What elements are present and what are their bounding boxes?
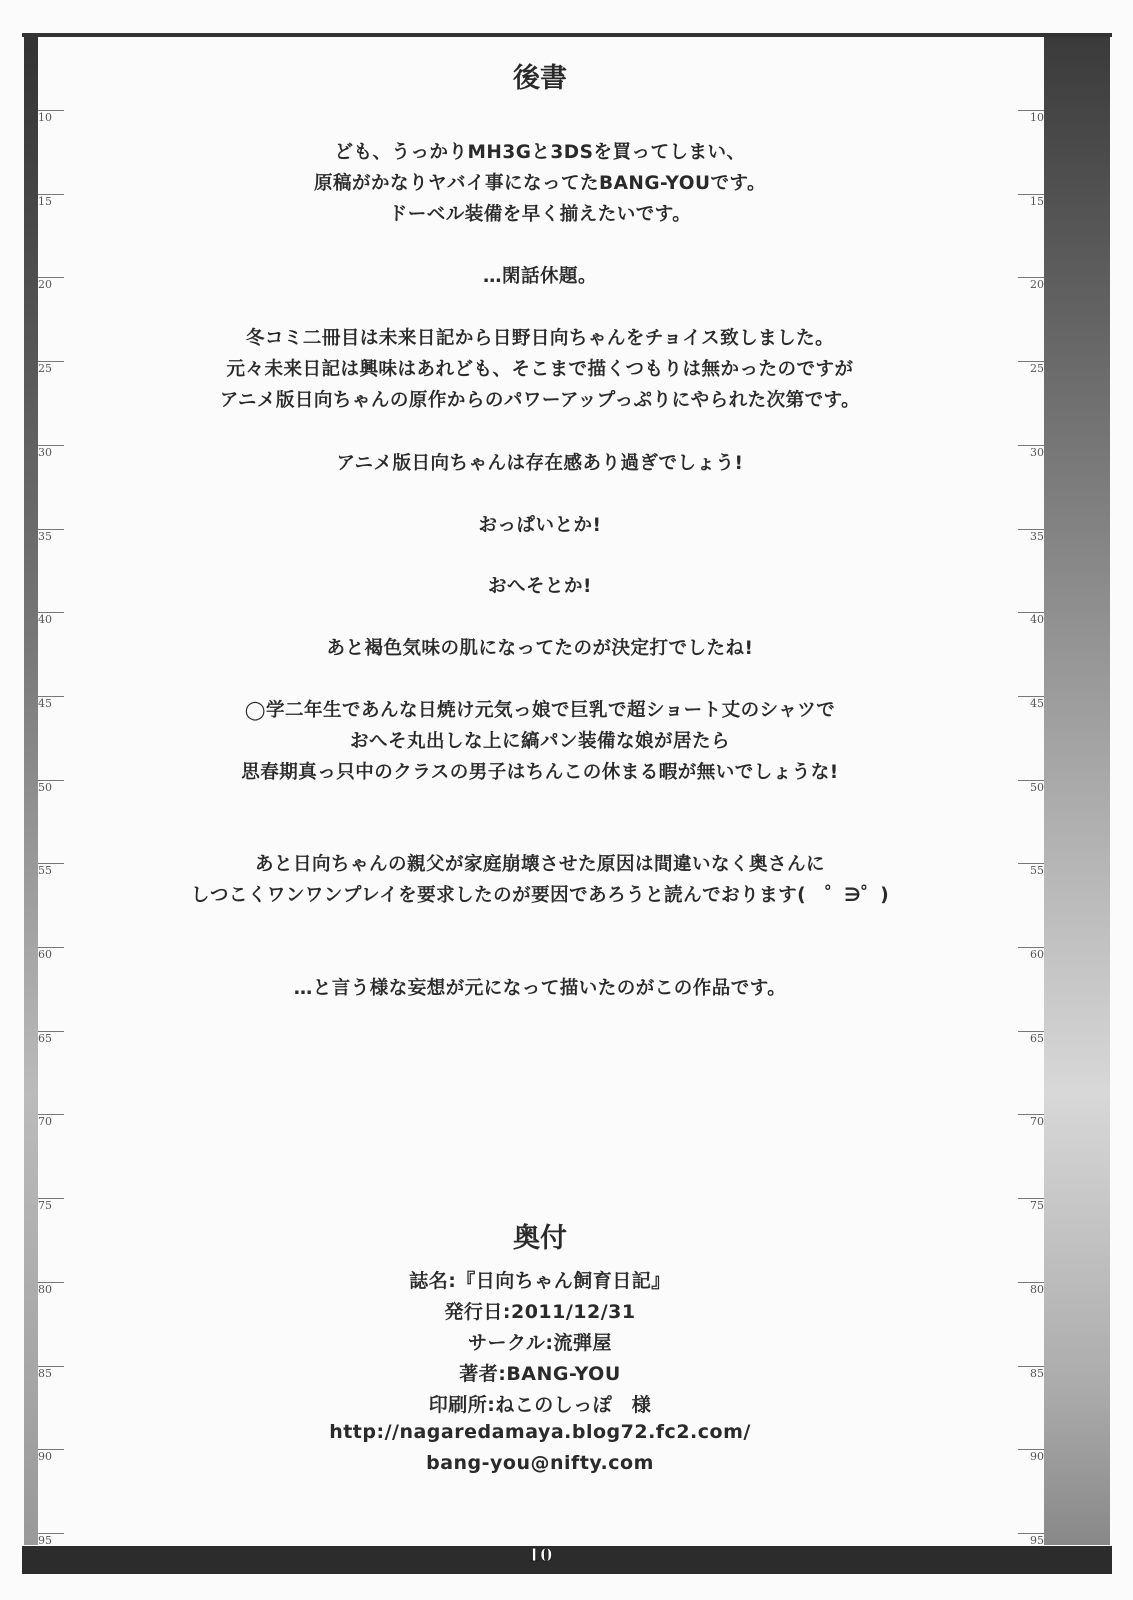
ruler-mark: 35 — [1018, 529, 1044, 543]
afterword-line: 元々未来日記は興味はあれども、そこまで描くつもりは無かったのですが — [226, 359, 854, 380]
colophon-link[interactable]: bang-you@nifty.com — [426, 1452, 654, 1474]
afterword-line: しつこくワンワンプレイを要求したのが要因であろうと読んでおります( ゜∋゜) — [190, 885, 890, 906]
afterword-line: …閑話休題。 — [482, 266, 597, 287]
ruler-mark: 15 — [38, 194, 64, 208]
ruler-mark: 85 — [38, 1366, 64, 1380]
colophon-line: 著者:BANG-YOU — [459, 1363, 621, 1385]
afterword-line: ども、うっかりMH3Gと3DSを買ってしまい、 — [334, 142, 746, 163]
ruler-mark: 20 — [1018, 277, 1044, 291]
colophon-title: 奥付 — [513, 1223, 567, 1254]
afterword-line: ドーベル装備を早く揃えたいです。 — [388, 204, 692, 225]
afterword-line: 冬コミ二冊目は未来日記から日野日向ちゃんをチョイス致しました。 — [245, 328, 835, 349]
ruler-mark: 30 — [1018, 445, 1044, 459]
ruler-mark: 50 — [38, 780, 64, 794]
ruler-mark: 45 — [38, 696, 64, 710]
afterword-line: おっぱいとか! — [478, 515, 602, 536]
ruler-mark: 50 — [1018, 780, 1044, 794]
top-border — [22, 33, 1112, 37]
ruler-mark: 75 — [38, 1198, 64, 1212]
afterword-line: おへそ丸出しな上に縞パン装備な娘が居たら — [349, 731, 730, 752]
ruler-mark: 60 — [1018, 947, 1044, 961]
page-number: 10 — [527, 1545, 553, 1566]
colophon-line: 誌名:『日向ちゃん飼育日記』 — [409, 1270, 671, 1292]
ruler-mark: 85 — [1018, 1366, 1044, 1380]
ruler-mark: 35 — [38, 529, 64, 543]
ruler-mark: 40 — [38, 612, 64, 626]
ruler-mark: 90 — [38, 1449, 64, 1463]
ruler-mark: 90 — [1018, 1449, 1044, 1463]
ruler-mark: 55 — [1018, 863, 1044, 877]
ruler-mark: 65 — [38, 1031, 64, 1045]
ruler-mark: 40 — [1018, 612, 1044, 626]
ruler-mark: 10 — [38, 110, 64, 124]
ruler-mark: 20 — [38, 277, 64, 291]
bottom-border — [22, 1546, 1112, 1574]
ruler-mark: 25 — [1018, 361, 1044, 375]
ruler-mark: 80 — [1018, 1282, 1044, 1296]
colophon-line: サークル:流弾屋 — [467, 1332, 613, 1354]
afterword-line: おへそとか! — [488, 576, 592, 597]
ruler-mark: 45 — [1018, 696, 1044, 710]
colophon-link[interactable]: http://nagaredamaya.blog72.fc2.com/ — [329, 1421, 751, 1443]
ruler-mark: 70 — [1018, 1114, 1044, 1128]
afterword-line: 思春期真っ只中のクラスの男子はちんこの休まる暇が無いでしょうな! — [241, 762, 839, 783]
afterword-line: アニメ版日向ちゃんは存在感あり過ぎでしょう! — [336, 453, 744, 474]
ruler-mark: 80 — [38, 1282, 64, 1296]
afterword-line: …と言う様な妄想が元になって描いたのがこの作品です。 — [293, 978, 787, 999]
ruler-mark: 25 — [38, 361, 64, 375]
afterword-line: 原稿がかなりヤバイ事になってたBANG-YOUです。 — [313, 173, 767, 194]
ruler-mark: 70 — [38, 1114, 64, 1128]
afterword-line: ◯学二年生であんな日焼け元気っ娘で巨乳で超ショート丈のシャツで — [244, 700, 836, 721]
afterword-line: あと褐色気味の肌になってたのが決定打でしたね! — [326, 638, 754, 659]
colophon-line: 印刷所:ねこのしっぽ 様 — [428, 1394, 652, 1416]
ruler-mark: 30 — [38, 445, 64, 459]
afterword-line: あと日向ちゃんの親父が家庭崩壊させた原因は間違いなく奥さんに — [254, 854, 825, 875]
afterword-line: アニメ版日向ちゃんの原作からのパワーアップっぷりにやられた次第です。 — [219, 390, 861, 411]
ruler-mark: 95 — [38, 1533, 64, 1547]
ruler-mark: 15 — [1018, 194, 1044, 208]
colophon-line: 発行日:2011/12/31 — [444, 1301, 636, 1323]
left-gray-scale-bar — [24, 37, 38, 1545]
ruler-mark: 65 — [1018, 1031, 1044, 1045]
right-gray-scale-bar — [1044, 37, 1110, 1545]
ruler-mark: 10 — [1018, 110, 1044, 124]
ruler-mark: 55 — [38, 863, 64, 877]
ruler-mark: 95 — [1018, 1533, 1044, 1547]
afterword-title: 後書 — [513, 63, 567, 94]
ruler-mark: 75 — [1018, 1198, 1044, 1212]
ruler-mark: 60 — [38, 947, 64, 961]
